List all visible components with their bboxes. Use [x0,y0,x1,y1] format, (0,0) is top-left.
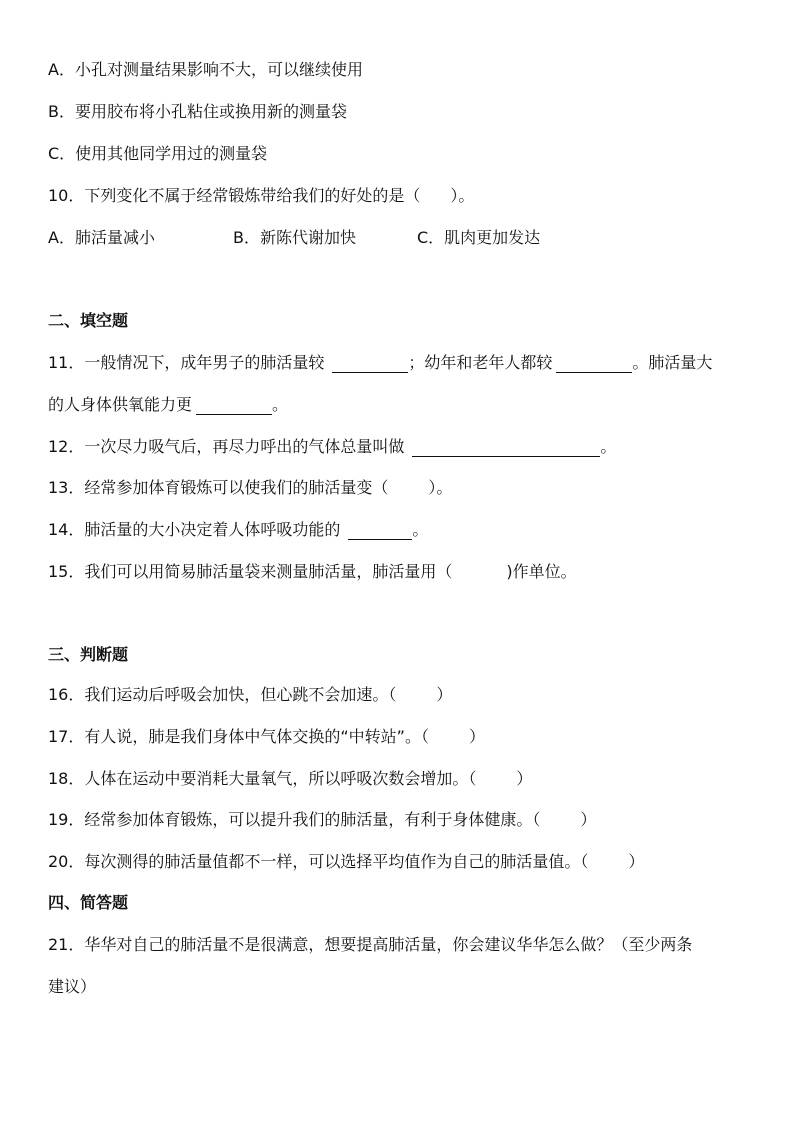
q18 [48,769,532,789]
section4-title: 四、简答题 [48,893,129,912]
q10-options [48,228,540,248]
q11-line1 [48,353,712,373]
q14-blank[interactable] [348,523,412,540]
q10-stem-close: ）。 [450,186,475,205]
q17-text: 17．有人说，肺是我们身体中气体交换的“中转站”。（ [48,727,429,746]
q11-text-2: ；幼年和老年人都较 [408,353,553,372]
q21-line1: 21．华华对自己的肺活量不是很满意，想要提高肺活量，你会建议华华怎么做？（至少两条 [48,935,693,954]
q14 [48,520,428,540]
q19 [48,810,596,830]
q14-end: 。 [412,520,429,539]
q13 [48,478,452,498]
q16-close: ） [436,685,453,704]
q11-blank-1[interactable] [332,356,408,373]
q12-end: 。 [600,437,617,456]
q11-text-4: 的人身体供氧能力更 [48,395,193,414]
q17-close: ） [468,727,485,746]
q19-close: ） [580,810,597,829]
q17 [48,727,485,747]
q13-text: 13．经常参加体育锻炼可以使我们的肺活量变（ [48,478,389,497]
q20-text: 20．每次测得的肺活量值都不一样，可以选择平均值作为自己的肺活量值。（ [48,852,589,871]
q11-line2 [48,395,288,415]
q12-text: 12．一次尽力吸气后，再尽力呼出的气体总量叫做 [48,437,405,456]
q15-text: 15．我们可以用简易肺活量袋来测量肺活量，肺活量用（ [48,562,453,581]
q10-stem [48,186,474,206]
q10-option-a: A．肺活量减小 [48,228,155,247]
q10-option-b: B．新陈代谢加快 [233,228,356,247]
q9-option-b: B．要用胶布将小孔粘住或换用新的测量袋 [48,102,347,121]
q11-blank-3[interactable] [196,398,272,415]
q20 [48,852,644,872]
q14-text: 14．肺活量的大小决定着人体呼吸功能的 [48,520,341,539]
q15-end: )作单位。 [506,562,577,581]
q12 [48,437,616,457]
q20-close: ） [628,852,645,871]
q9-option-a: A．小孔对测量结果影响不大，可以继续使用 [48,60,363,79]
q19-text: 19．经常参加体育锻炼，可以提升我们的肺活量，有利于身体健康。（ [48,810,541,829]
q11-text-3: 。肺活量大 [632,353,713,372]
section3-title: 三、判断题 [48,645,129,664]
q16 [48,685,452,705]
q18-text: 18．人体在运动中要消耗大量氧气，所以呼吸次数会增加。（ [48,769,477,788]
q15 [48,562,577,582]
q11-blank-2[interactable] [556,356,632,373]
q10-stem-text: 10．下列变化不属于经常锻炼带给我们的好处的是（ [48,186,421,205]
q16-text: 16．我们运动后呼吸会加快，但心跳不会加速。（ [48,685,397,704]
q10-option-c: C．肌肉更加发达 [417,228,541,247]
q11-text-5: 。 [272,395,289,414]
section2-title: 二、填空题 [48,311,129,330]
q11-text-1: 11．一般情况下，成年男子的肺活量较 [48,353,325,372]
q21-line2: 建议） [48,977,97,996]
q12-blank[interactable] [412,440,600,457]
q18-close: ） [516,769,533,788]
q9-option-c: C．使用其他同学用过的测量袋 [48,144,268,163]
q13-end: ）。 [428,478,453,497]
